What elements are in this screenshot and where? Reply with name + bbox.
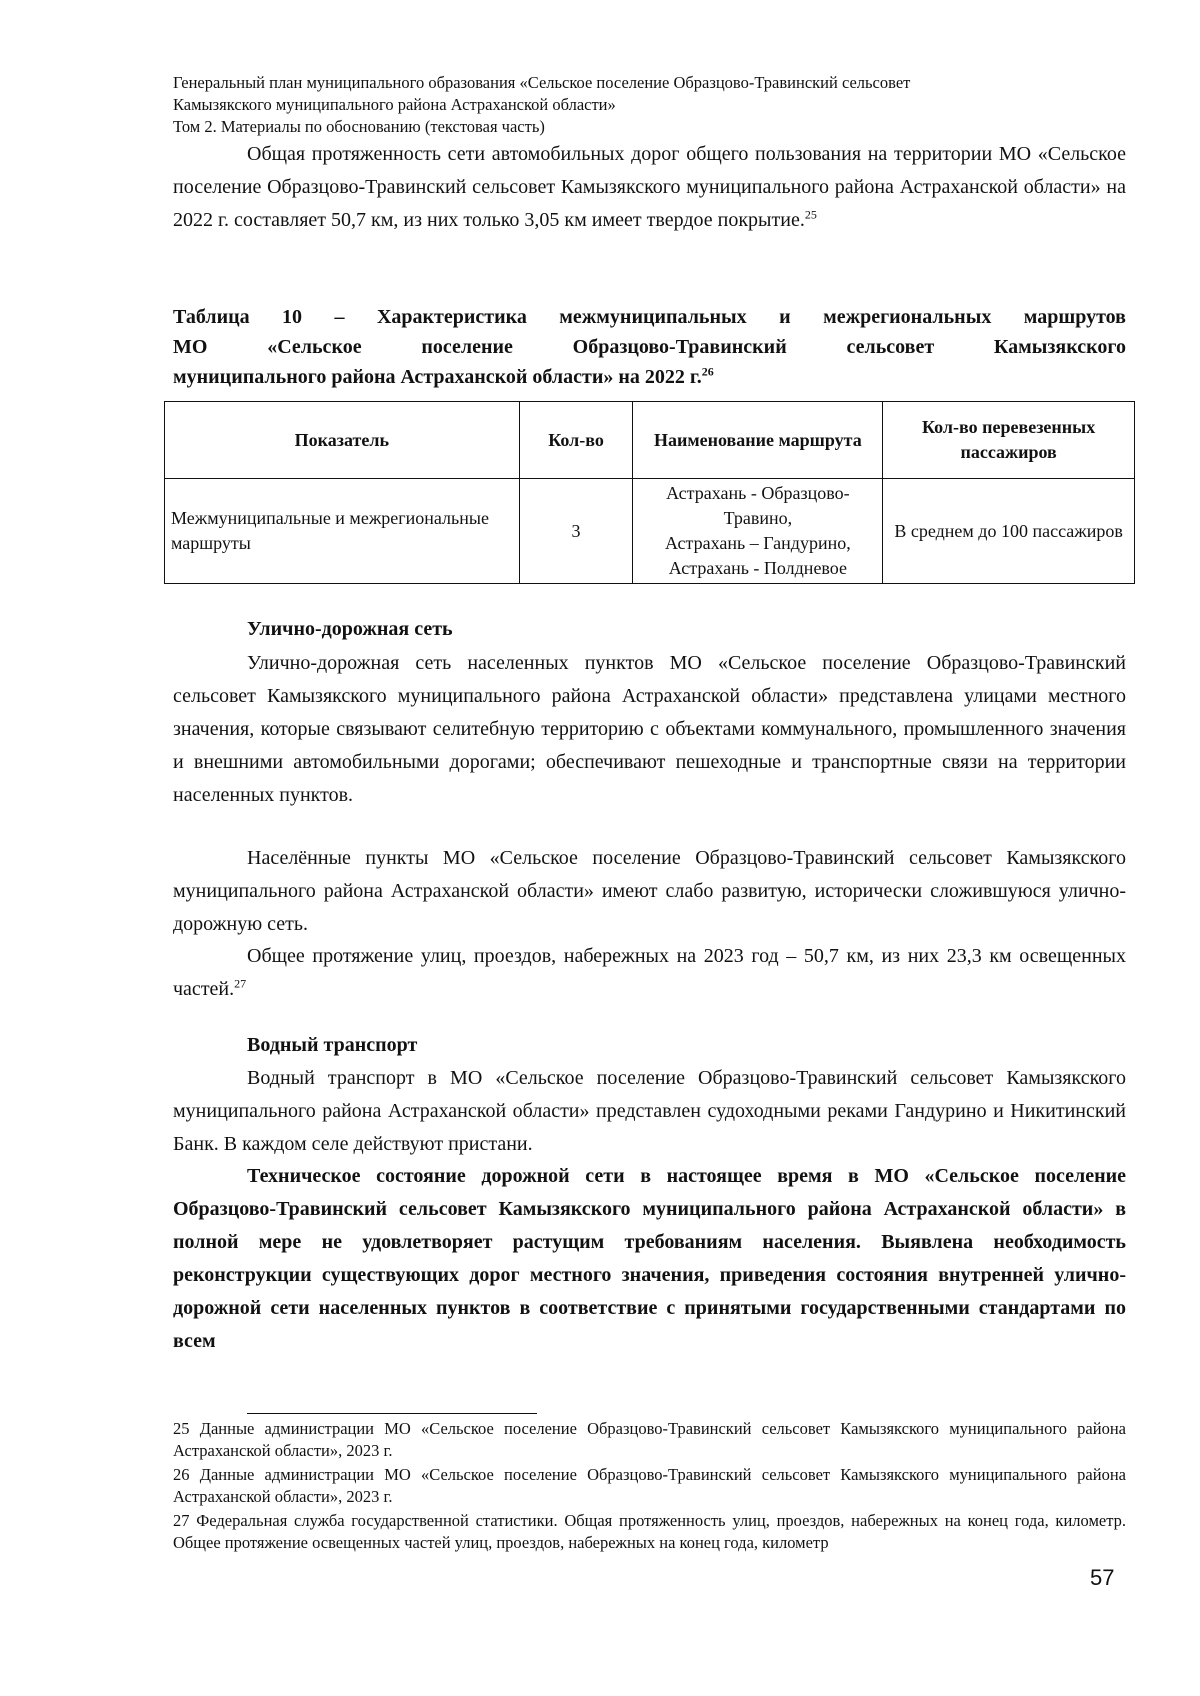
footnote-ref: 25 <box>804 207 817 222</box>
section-heading: Водный транспорт <box>247 1034 418 1056</box>
routes-table <box>164 401 1135 584</box>
route-item: Астрахань - Образцово-Травино, <box>666 483 850 528</box>
table-caption-line: муниципального района Астраханской области» на 2022 г. <box>173 366 702 388</box>
header-line: Том 2. Материалы по обоснованию (текстовая часть) <box>173 117 545 136</box>
table-row <box>165 479 1135 584</box>
paragraph <box>173 940 1126 1006</box>
intro-text: Общая протяженность сети автомобильных дорог общего пользования на территории МО «Сельское поселение Образцово-Травинский сельсовет Камызякского муниципального района Астраханской области» на 2022 г. составляет 50,7 км, из них только 3,05 км имеет твердое покрытие. <box>173 143 1126 231</box>
intro-paragraph <box>173 138 1126 237</box>
footnote-ref: 27 <box>234 976 247 991</box>
table-caption-line: МО «Сельское поселение Образцово-Травинский сельсовет Камызякского <box>173 336 1126 358</box>
header-indicator: Показатель <box>165 402 520 479</box>
page-header <box>173 72 1128 138</box>
header-line: Генеральный план муниципального образования «Сельское поселение Образцово-Травинский сельсовет <box>173 73 911 92</box>
table-header-row <box>165 402 1135 479</box>
header-line: Камызякского муниципального района Астраханской области» <box>173 95 616 114</box>
header-count: Кол-во <box>519 402 633 479</box>
route-item: Астрахань - Полдневое <box>668 558 848 578</box>
paragraph: Улично-дорожная сеть населенных пунктов МО «Сельское поселение Образцово-Травинский сельсовет Камызякского муниципального района Астраханской области» представлена улицами местного значения, которые связывают селитебную территорию с объектами коммунального, промышленного значения и внешними автомобильными дорогами; обеспечивают пешеходные и транспортные связи на территории населенных пунктов. <box>173 652 1126 806</box>
footnote: 27 Федеральная служба государственной статистики. Общая протяженность улиц, проездов, набережных на конец года, километр. Общее протяжение освещенных частей улиц, проездов, набережных на конец года, километр <box>173 1511 1126 1552</box>
footnote-ref: 26 <box>701 364 714 379</box>
cell-routes <box>633 479 883 584</box>
header-passengers: Кол-во перевезенных пассажиров <box>883 402 1135 479</box>
cell-indicator: Межмуниципальные и межрегиональные маршруты <box>165 479 520 584</box>
footnotes <box>173 1418 1126 1556</box>
header-route-name: Наименование маршрута <box>633 402 883 479</box>
cell-passengers: В среднем до 100 пассажиров <box>883 479 1135 584</box>
page-number: 57 <box>1090 1565 1115 1590</box>
route-item: Астрахань – Гандурино, <box>665 533 851 553</box>
footnote: 26 Данные администрации МО «Сельское поселение Образцово-Травинский сельсовет Камызякского муниципального района Астраханской области», 2023 г. <box>173 1465 1126 1506</box>
paragraph: Населённые пункты МО «Сельское поселение Образцово-Травинский сельсовет Камызякского муниципального района Астраханской области» имеют слабо развитую, исторически сложившуюся улично-дорожную сеть. <box>173 847 1126 935</box>
cell-count: 3 <box>519 479 633 584</box>
paragraph: Водный транспорт в МО «Сельское поселение Образцово-Травинский сельсовет Камызякского муниципального района Астраханской области» представлен судоходными реками Гандурино и Никитинский Банк. В каждом селе действуют пристани. <box>173 1067 1126 1155</box>
footnote-separator <box>247 1413 537 1414</box>
section-heading: Улично-дорожная сеть <box>247 618 453 640</box>
table-caption-line: Таблица 10 – Характеристика межмуниципальных и межрегиональных маршрутов <box>173 306 1126 328</box>
footnote: 25 Данные администрации МО «Сельское поселение Образцово-Травинский сельсовет Камызякского муниципального района Астраханской области», 2023 г. <box>173 1419 1126 1460</box>
table-caption <box>173 302 1126 392</box>
paragraph-text: Общее протяжение улиц, проездов, набережных на 2023 год – 50,7 км, из них 23,3 км освещенных частей. <box>173 945 1126 1000</box>
bold-paragraph: Техническое состояние дорожной сети в настоящее время в МО «Сельское поселение Образцово-Травинский сельсовет Камызякского муниципального района Астраханской области» в полной мере не удовлетворяет растущим требованиям населения. Выявлена необходимость реконструкции существующих дорог местного значения, приведения состояния внутренней улично-дорожной сети населенных пунктов в соответствие с принятыми государственными стандартами по всем <box>173 1165 1126 1352</box>
